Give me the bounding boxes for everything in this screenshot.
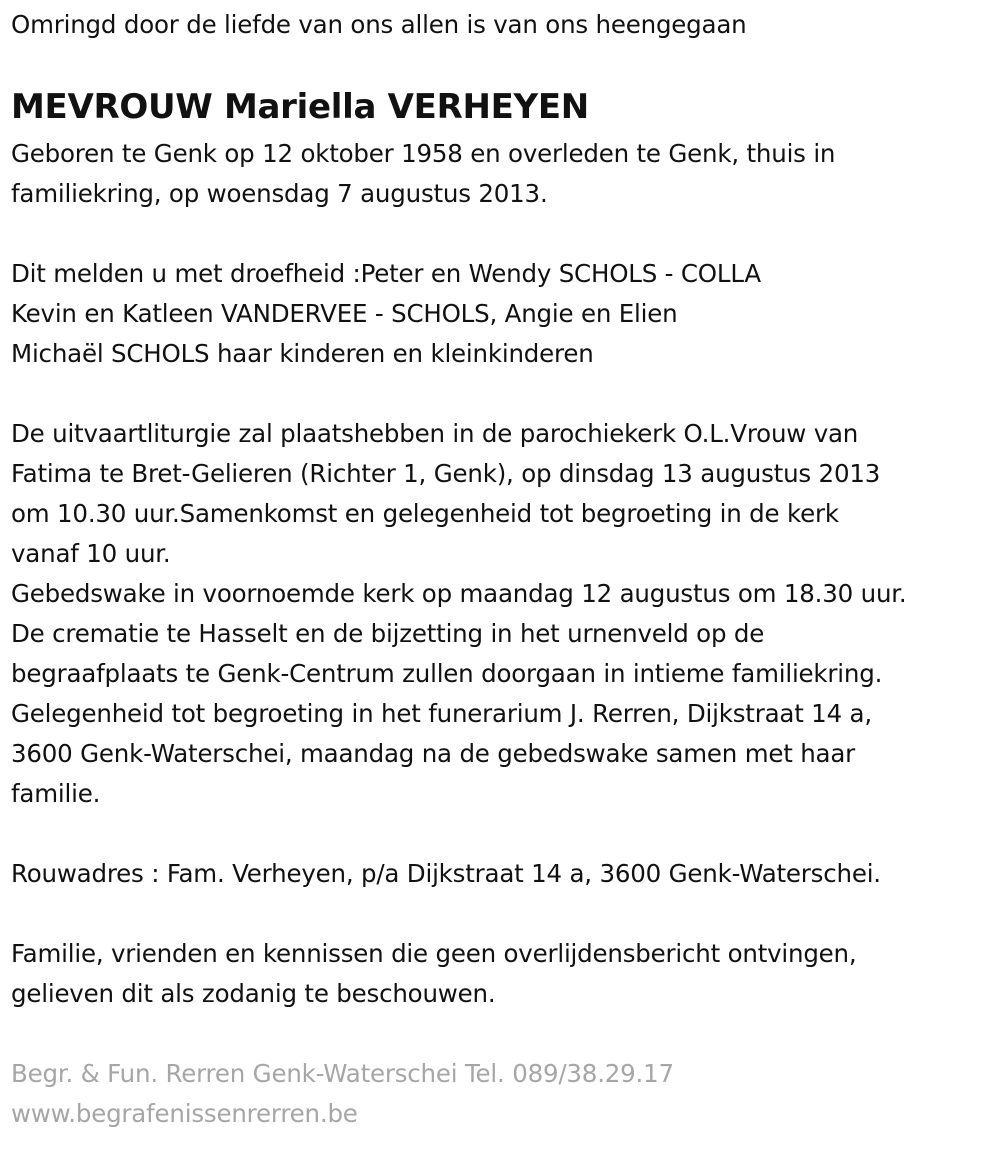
funeral-line: Fatima te Bret-Gelieren (Richter 1, Genk), op dinsdag 13 augustus 2013 — [11, 459, 881, 488]
address-line: Rouwadres : Fam. Verheyen, p/a Dijkstraat 14 a, 3600 Genk-Waterschei. — [11, 859, 881, 888]
funeral-home-footer — [11, 1054, 674, 1134]
notice-line: gelieven dit als zodanig te beschouwen. — [11, 979, 496, 1008]
family-announcement — [11, 254, 761, 374]
funeral-line: vanaf 10 uur. — [11, 539, 171, 568]
funeral-line: familie. — [11, 779, 101, 808]
funeral-line: Gebedswake in voornoemde kerk op maandag 12 augustus om 18.30 uur. — [11, 579, 907, 608]
notice-line: Familie, vrienden en kennissen die geen overlijdensbericht ontvingen, — [11, 939, 857, 968]
funeral-home-website: www.begrafenissenrerren.be — [11, 1099, 358, 1128]
birth-line: Geboren te Genk op 12 oktober 1958 en overleden te Genk, thuis in — [11, 139, 836, 168]
funeral-line: Gelegenheid tot begroeting in het funerarium J. Rerren, Dijkstraat 14 a, — [11, 699, 872, 728]
family-line: Michaël SCHOLS haar kinderen en kleinkinderen — [11, 339, 594, 368]
funeral-line: De uitvaartliturgie zal plaatshebben in de parochiekerk O.L.Vrouw van — [11, 419, 859, 448]
funeral-line: om 10.30 uur.Samenkomst en gelegenheid tot begroeting in de kerk — [11, 499, 839, 528]
funeral-line: begraafplaats te Genk-Centrum zullen doorgaan in intieme familiekring. — [11, 659, 883, 688]
family-line: Dit melden u met droefheid :Peter en Wendy SCHOLS - COLLA — [11, 259, 761, 288]
funeral-details — [11, 414, 907, 814]
birth-death-info — [11, 134, 835, 214]
mourning-address — [11, 854, 881, 894]
funeral-home-contact: Begr. & Fun. Rerren Genk-Waterschei Tel. 089/38.29.17 — [11, 1059, 674, 1088]
closing-notice — [11, 934, 856, 1014]
funeral-line: De crematie te Hasselt en de bijzetting in het urnenveld op de — [11, 619, 765, 648]
family-line: Kevin en Katleen VANDERVEE - SCHOLS, Angie en Elien — [11, 299, 678, 328]
birth-line: familiekring, op woensdag 7 augustus 2013. — [11, 179, 548, 208]
intro-text: Omringd door de liefde van ons allen is van ons heengegaan — [11, 10, 747, 39]
deceased-name: MEVROUW Mariella VERHEYEN — [11, 87, 589, 127]
funeral-line: 3600 Genk-Waterschei, maandag na de gebedswake samen met haar — [11, 739, 856, 768]
